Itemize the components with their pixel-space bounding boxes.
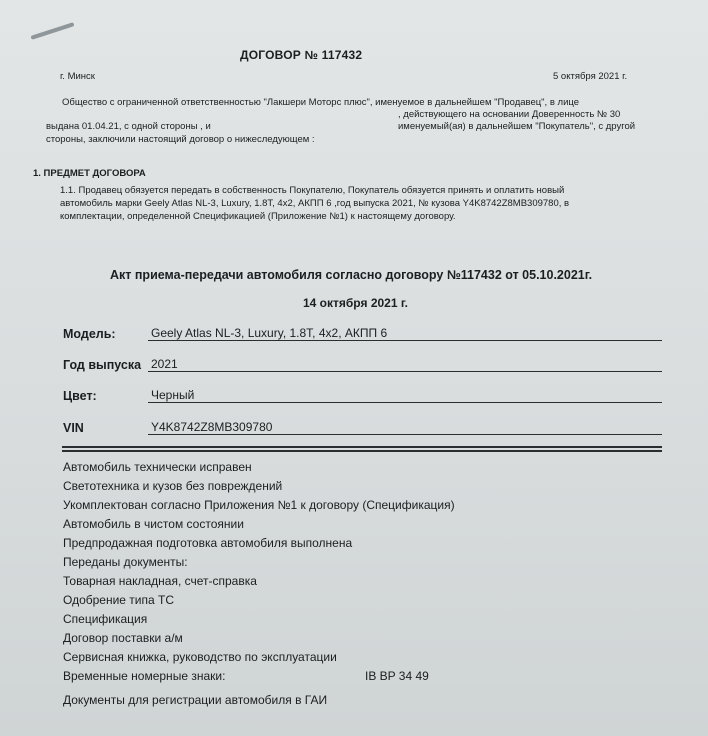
preamble-line-3b: именуемый(ая) в дальнейшем "Покупатель", с другой: [398, 121, 636, 132]
field-underline-vin: [148, 434, 662, 435]
field-underline-year: [148, 371, 662, 372]
field-label-color: Цвет:: [63, 389, 97, 403]
act-date: 14 октября 2021 г.: [303, 296, 408, 310]
list-item: Автомобиль в чистом состоянии: [63, 517, 244, 531]
preamble-line-4: стороны, заключили настоящий договор о нижеследующем :: [46, 134, 315, 145]
section-1-line-3: комплектации, определенной Спецификацией (Приложение №1) к настоящему договору.: [60, 211, 456, 222]
list-item: Автомобиль технически исправен: [63, 460, 252, 474]
list-item: Сервисная книжка, руководство по эксплуатации: [63, 650, 337, 664]
field-label-year: Год выпуска: [63, 358, 142, 372]
section-1-line-2: автомобиль марки Geely Atlas NL-3, Luxury, 1.8T, 4x2, АКПП 6 ,год выпуска 2021, № кузова Y4K8742Z8MB309780, в: [60, 198, 570, 209]
section-1-title: 1. ПРЕДМЕТ ДОГОВОРА: [33, 168, 146, 179]
contract-city: г. Минск: [60, 71, 95, 82]
preamble-line-3: выдана 01.04.21, с одной стороны , и: [46, 121, 211, 132]
pen-mark: [30, 22, 74, 40]
contract-date: 5 октября 2021 г.: [553, 71, 628, 82]
field-underline-color: [148, 402, 662, 403]
field-label-vin: VIN: [63, 421, 84, 435]
list-item: Переданы документы:: [63, 555, 188, 569]
field-value-model: Geely Atlas NL-3, Luxury, 1.8T, 4x2, АКПП 6: [151, 326, 388, 340]
field-label-model: Модель:: [63, 327, 116, 341]
act-title: Акт приема-передачи автомобиля согласно договору №117432 от 05.10.2021г.: [110, 268, 593, 282]
section-1-line-1: 1.1. Продавец обязуется передать в собственность Покупателю, Покупатель обязуется принять и оплатить новый: [60, 185, 565, 196]
field-underline-model: [148, 340, 662, 341]
list-item: Предпродажная подготовка автомобиля выполнена: [63, 536, 353, 550]
contract-title: ДОГОВОР № 117432: [240, 48, 363, 62]
list-item: Документы для регистрации автомобиля в ГАИ: [63, 693, 328, 707]
list-item: Временные номерные знаки:: [63, 669, 226, 683]
temporary-plates-value: IB BP 34 49: [365, 669, 429, 683]
double-rule-top: [62, 446, 662, 448]
list-item: Договор поставки а/м: [63, 631, 183, 645]
list-item: Спецификация: [63, 612, 148, 626]
field-value-vin: Y4K8742Z8MB309780: [151, 420, 273, 434]
preamble-line-1: Общество с ограниченной ответственностью "Лакшери Моторс плюс", именуемое в дальнейшем "Продавец", в лице: [62, 97, 579, 108]
double-rule-bottom: [62, 450, 662, 452]
list-item: Товарная накладная, счет-справка: [63, 574, 257, 588]
list-item: Светотехника и кузов без повреждений: [63, 479, 283, 493]
field-value-year: 2021: [151, 357, 178, 371]
list-item: Укомплектован согласно Приложения №1 к договору (Спецификация): [63, 498, 455, 512]
preamble-line-2: , действующего на основании Доверенность № 30: [398, 109, 621, 120]
list-item: Одобрение типа ТС: [63, 593, 175, 607]
field-value-color: Черный: [151, 388, 195, 402]
